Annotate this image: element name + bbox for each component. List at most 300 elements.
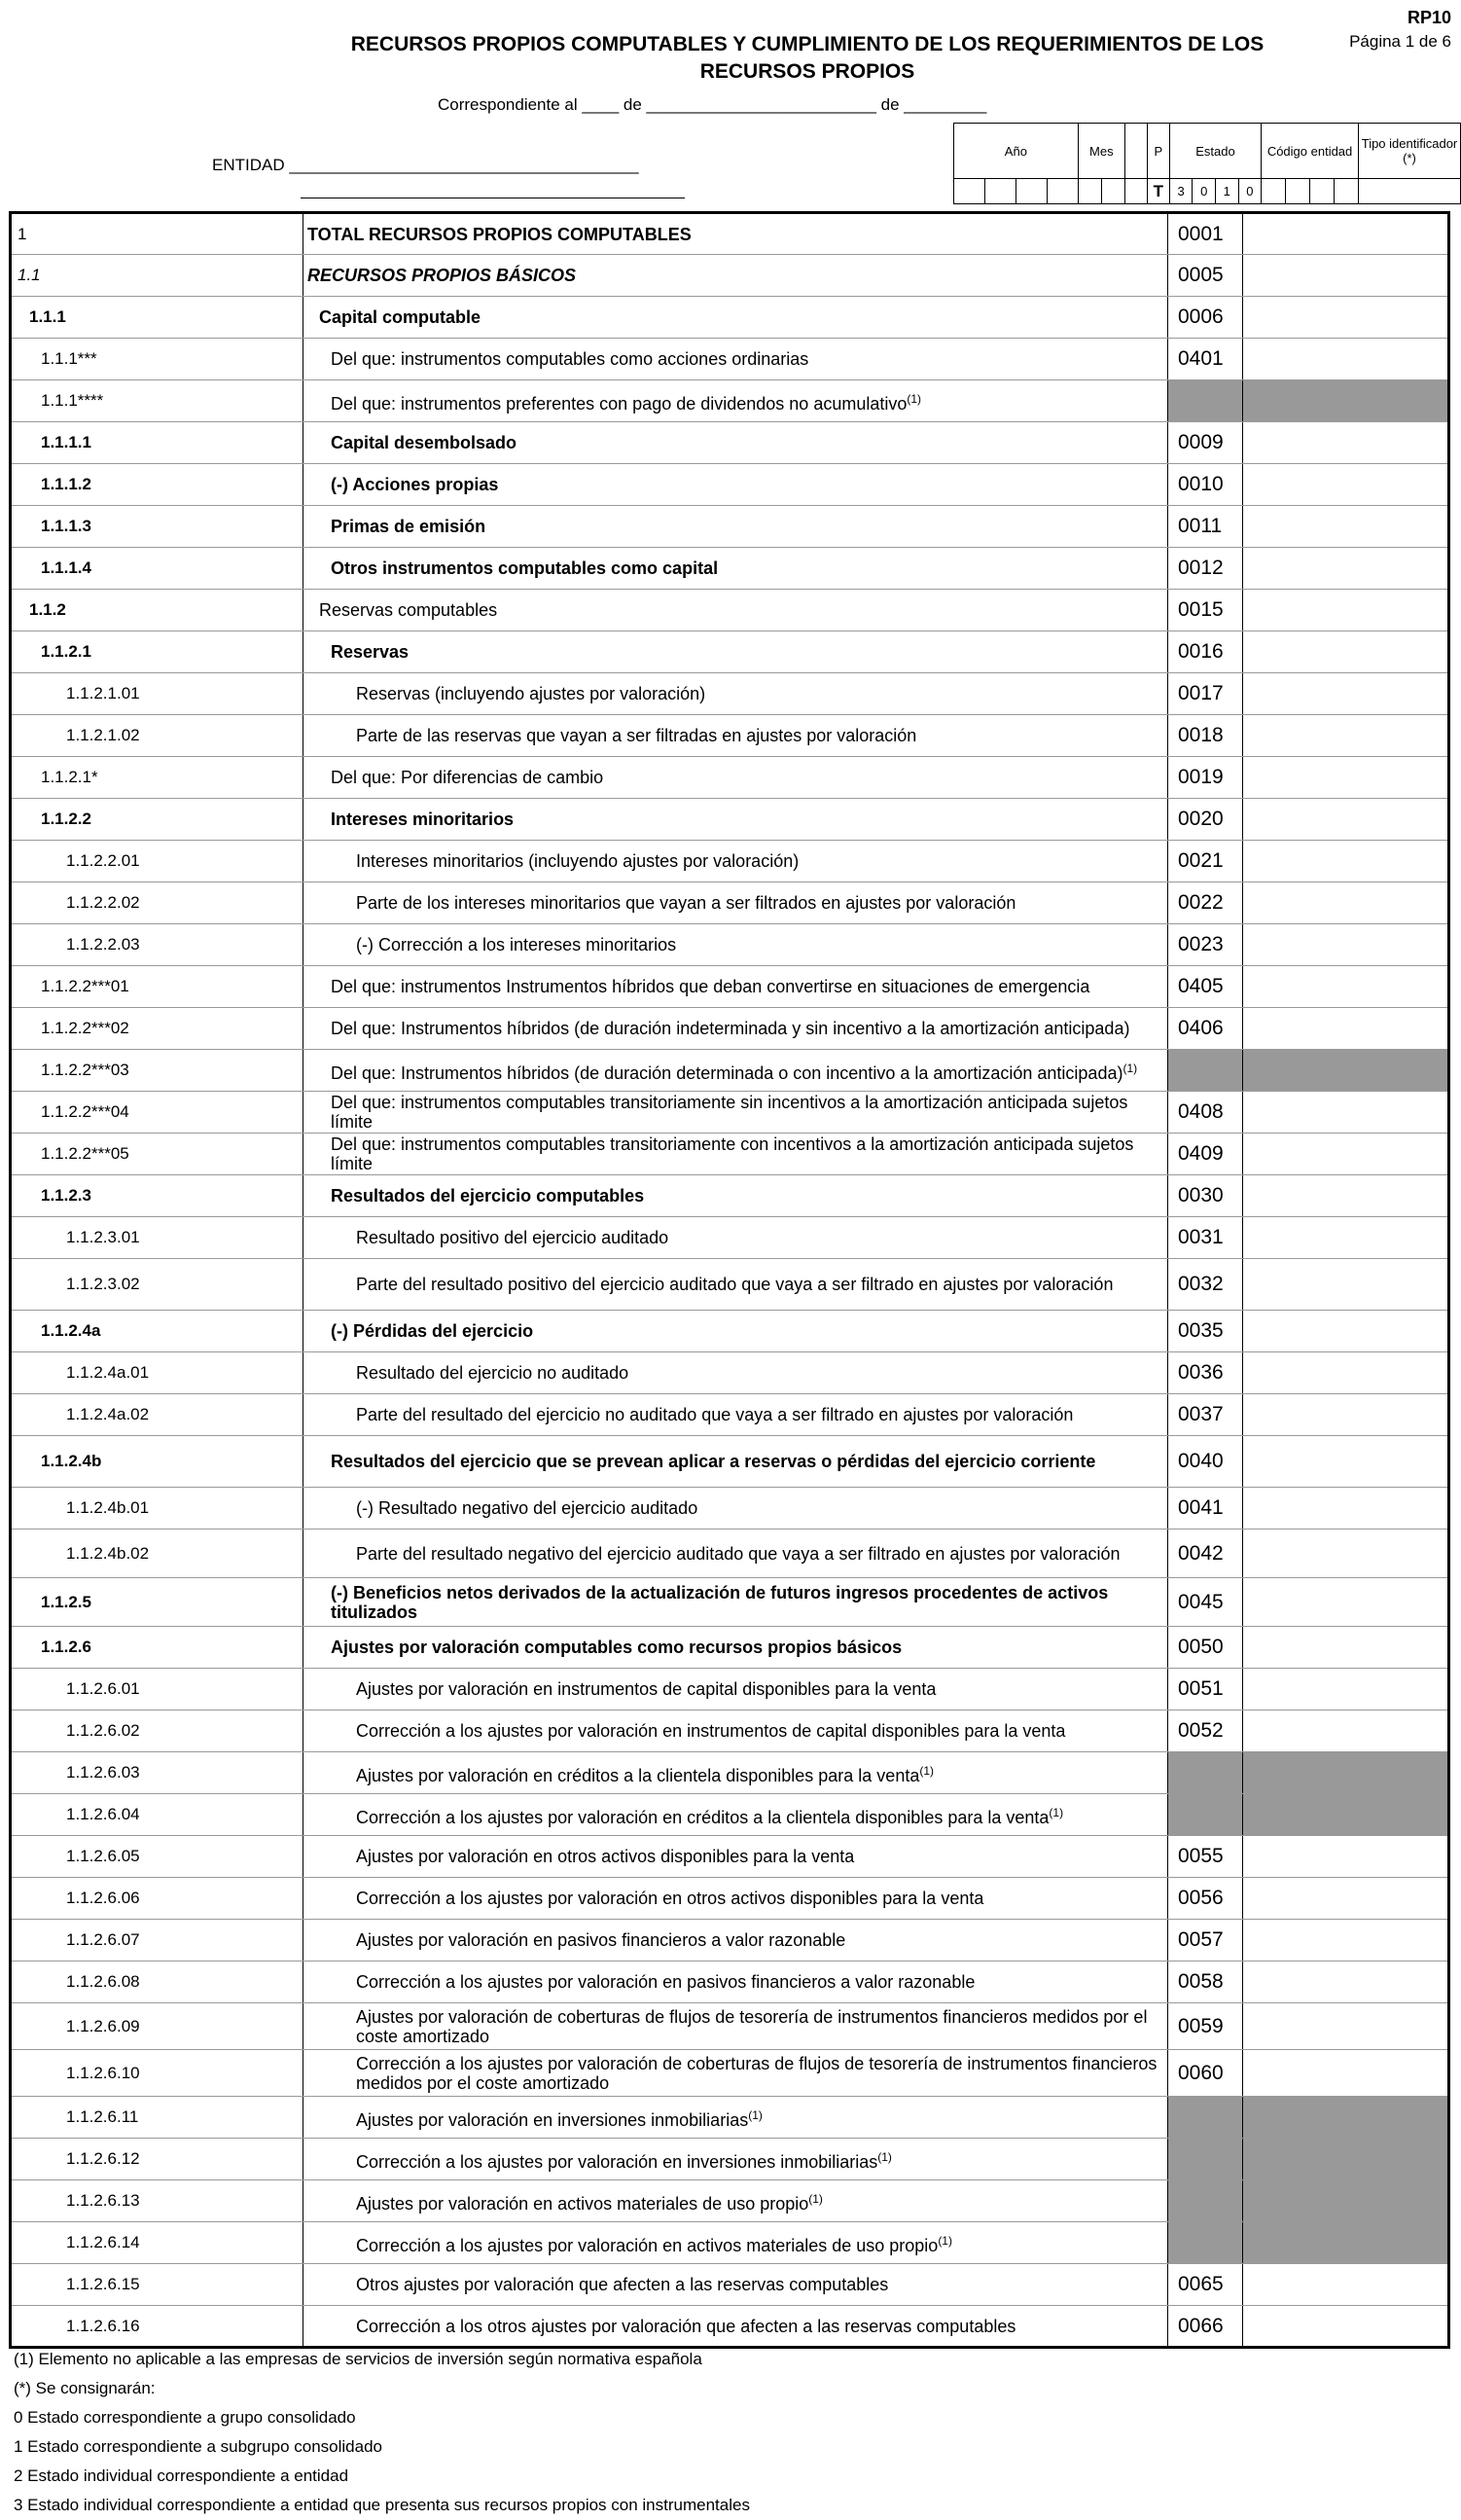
row-number: 0012 bbox=[1168, 548, 1243, 590]
row-value-cell[interactable] bbox=[1243, 1259, 1449, 1311]
row-label-text: Resultado del ejercicio no auditado bbox=[356, 1363, 629, 1383]
table-row bbox=[11, 1008, 1449, 1050]
row-value-cell[interactable] bbox=[1243, 506, 1449, 548]
row-label-text: Del que: instrumentos preferentes con pago de dividendos no acumulativo bbox=[331, 393, 908, 414]
row-label bbox=[303, 2097, 1168, 2139]
row-label bbox=[303, 1836, 1168, 1878]
row-code: 1.1.2.6.01 bbox=[11, 1669, 303, 1710]
row-label bbox=[303, 590, 1168, 631]
row-label bbox=[303, 297, 1168, 339]
table-row bbox=[11, 1530, 1449, 1578]
row-number bbox=[1168, 1752, 1243, 1794]
row-number: 0032 bbox=[1168, 1259, 1243, 1311]
table-row bbox=[11, 1710, 1449, 1752]
row-number: 0066 bbox=[1168, 2306, 1243, 2348]
row-label bbox=[303, 1488, 1168, 1530]
form-code: RP10 bbox=[1407, 8, 1451, 27]
table-row bbox=[11, 882, 1449, 924]
table-row bbox=[11, 799, 1449, 841]
row-code: 1.1.2.6.07 bbox=[11, 1920, 303, 1962]
footnote-line: (*) Se consignarán: bbox=[14, 2379, 156, 2397]
row-code: 1.1.1 bbox=[11, 297, 303, 339]
row-value-cell[interactable] bbox=[1243, 2050, 1449, 2097]
table-row bbox=[11, 1134, 1449, 1175]
row-label-text: Parte del resultado positivo del ejercicio auditado que vaya a ser filtrado en ajustes por valoración bbox=[356, 1275, 1114, 1294]
row-code: 1.1.2.6.12 bbox=[11, 2139, 303, 2180]
row-value-cell[interactable] bbox=[1243, 1578, 1449, 1627]
row-label bbox=[303, 2222, 1168, 2264]
row-label-text: Reservas computables bbox=[319, 600, 498, 620]
row-number: 0015 bbox=[1168, 590, 1243, 631]
page-indicator: Página 1 de 6 bbox=[1349, 32, 1451, 51]
row-code: 1.1 bbox=[11, 255, 303, 297]
table-row bbox=[11, 1836, 1449, 1878]
table-row bbox=[11, 506, 1449, 548]
ano-cell-1[interactable] bbox=[954, 179, 985, 204]
row-label-text: Ajustes por valoración computables como recursos propios básicos bbox=[331, 1638, 903, 1657]
row-code: 1.1.2.6.09 bbox=[11, 2003, 303, 2050]
row-label bbox=[303, 1352, 1168, 1394]
row-number: 0405 bbox=[1168, 966, 1243, 1008]
row-value-cell[interactable] bbox=[1243, 799, 1449, 841]
row-label bbox=[303, 1436, 1168, 1488]
row-number: 0401 bbox=[1168, 339, 1243, 380]
row-label bbox=[303, 1578, 1168, 1627]
row-number: 0018 bbox=[1168, 715, 1243, 757]
row-number: 0051 bbox=[1168, 1669, 1243, 1710]
row-label bbox=[303, 1217, 1168, 1259]
row-label-text: (-) Beneficios netos derivados de la actualización de futuros ingresos procedentes de activos titulizados bbox=[331, 1582, 1109, 1622]
row-label-text: Del que: Instrumentos híbridos (de duración indeterminada y sin incentivo a la amortización anticipada) bbox=[331, 1019, 1130, 1038]
row-number: 0017 bbox=[1168, 673, 1243, 715]
row-code: 1.1.2.6.02 bbox=[11, 1710, 303, 1752]
row-code: 1.1.2.4a.02 bbox=[11, 1394, 303, 1436]
row-value-cell[interactable] bbox=[1243, 422, 1449, 464]
row-number: 0037 bbox=[1168, 1394, 1243, 1436]
row-label bbox=[303, 2003, 1168, 2050]
codigo-cell-1[interactable] bbox=[1262, 179, 1286, 204]
codigo-cell-4[interactable] bbox=[1334, 179, 1358, 204]
table-row bbox=[11, 757, 1449, 799]
row-label-text: Intereses minoritarios bbox=[331, 810, 515, 829]
row-label bbox=[303, 1311, 1168, 1352]
table-row bbox=[11, 1627, 1449, 1669]
row-value-cell[interactable] bbox=[1243, 1008, 1449, 1050]
row-value-cell[interactable] bbox=[1243, 924, 1449, 966]
table-row bbox=[11, 2222, 1449, 2264]
row-label-text: Del que: instrumentos computables transitoriamente con incentivos a la amortización anticipada sujetos límite bbox=[331, 1134, 1134, 1173]
row-code: 1.1.2.1.02 bbox=[11, 715, 303, 757]
row-label-text: Parte de los intereses minoritarios que vayan a ser filtrados en ajustes por valoración bbox=[356, 893, 1016, 913]
row-code: 1.1.2.2 bbox=[11, 799, 303, 841]
row-code: 1.1.2.3.01 bbox=[11, 1217, 303, 1259]
row-label-text: Corrección a los ajustes por valoración en inversiones inmobiliarias bbox=[356, 2151, 878, 2172]
row-number: 0030 bbox=[1168, 1175, 1243, 1217]
row-label bbox=[303, 1175, 1168, 1217]
table-row bbox=[11, 2180, 1449, 2222]
row-label-text: Parte de las reservas que vayan a ser filtradas en ajustes por valoración bbox=[356, 726, 917, 745]
table-row bbox=[11, 213, 1449, 255]
row-code: 1.1.2.4b.01 bbox=[11, 1488, 303, 1530]
footnote-ref: (1) bbox=[877, 2149, 892, 2164]
footnote-line: (1) Elemento no aplicable a las empresas de servicios de inversión según normativa española bbox=[14, 2350, 702, 2368]
row-number: 0057 bbox=[1168, 1920, 1243, 1962]
row-number bbox=[1168, 2222, 1243, 2264]
row-code: 1.1.2.6.15 bbox=[11, 2264, 303, 2306]
row-number: 0023 bbox=[1168, 924, 1243, 966]
row-number bbox=[1168, 2139, 1243, 2180]
row-label bbox=[303, 715, 1168, 757]
row-label-text: Del que: instrumentos Instrumentos híbridos que deban convertirse en situaciones de emergencia bbox=[331, 977, 1090, 996]
row-value-cell[interactable] bbox=[1243, 1217, 1449, 1259]
row-number: 0040 bbox=[1168, 1436, 1243, 1488]
row-label-text: Ajustes por valoración en instrumentos de capital disponibles para la venta bbox=[356, 1679, 937, 1699]
row-label-text: Ajustes por valoración en pasivos financieros a valor razonable bbox=[356, 1930, 846, 1950]
row-label bbox=[303, 631, 1168, 673]
row-label bbox=[303, 841, 1168, 882]
row-value-cell[interactable] bbox=[1243, 297, 1449, 339]
row-value-cell[interactable] bbox=[1243, 1436, 1449, 1488]
row-value-cell[interactable] bbox=[1243, 966, 1449, 1008]
row-code: 1.1.1.3 bbox=[11, 506, 303, 548]
row-label bbox=[303, 2306, 1168, 2348]
row-number: 0406 bbox=[1168, 1008, 1243, 1050]
row-number: 0021 bbox=[1168, 841, 1243, 882]
table-row bbox=[11, 1259, 1449, 1311]
page-title: RECURSOS PROPIOS COMPUTABLES Y CUMPLIMIENTO DE LOS REQUERIMIENTOS DE LOS RECURSOS PROPIOS bbox=[350, 33, 1265, 83]
row-label-text: Del que: Por diferencias de cambio bbox=[331, 768, 604, 787]
row-code: 1.1.2.2***02 bbox=[11, 1008, 303, 1050]
row-value-cell[interactable] bbox=[1243, 2264, 1449, 2306]
row-value-cell[interactable] bbox=[1243, 1710, 1449, 1752]
row-code: 1.1.2.6 bbox=[11, 1627, 303, 1669]
row-code: 1.1.2.6.08 bbox=[11, 1962, 303, 2003]
row-code: 1.1.2.6.03 bbox=[11, 1752, 303, 1794]
row-number bbox=[1168, 380, 1243, 422]
row-label bbox=[303, 1134, 1168, 1175]
footnote-ref: (1) bbox=[748, 2107, 763, 2122]
row-value-cell[interactable] bbox=[1243, 1134, 1449, 1175]
row-number: 0005 bbox=[1168, 255, 1243, 297]
table-row bbox=[11, 631, 1449, 673]
row-label bbox=[303, 380, 1168, 422]
table-row bbox=[11, 548, 1449, 590]
row-value-cell[interactable] bbox=[1243, 1092, 1449, 1134]
row-label bbox=[303, 2139, 1168, 2180]
row-value-cell[interactable] bbox=[1243, 1836, 1449, 1878]
row-value-cell[interactable] bbox=[1243, 1352, 1449, 1394]
row-label-text: Del que: Instrumentos híbridos (de duración determinada o con incentivo a la amortización anticipada) bbox=[331, 1062, 1123, 1083]
row-code: 1.1.2.6.13 bbox=[11, 2180, 303, 2222]
row-value-cell bbox=[1243, 1752, 1449, 1794]
row-code: 1.1.2.6.11 bbox=[11, 2097, 303, 2139]
table-row bbox=[11, 1578, 1449, 1627]
row-label-text: Ajustes por valoración de coberturas de flujos de tesorería de instrumentos financieros medidos por el coste amortizado bbox=[356, 2006, 1148, 2046]
row-value-cell bbox=[1243, 2222, 1449, 2264]
row-code: 1.1.2.3.02 bbox=[11, 1259, 303, 1311]
row-value-cell[interactable] bbox=[1243, 882, 1449, 924]
row-label-text: Parte del resultado del ejercicio no auditado que vaya a ser filtrado en ajustes por valoración bbox=[356, 1405, 1074, 1424]
row-value-cell[interactable] bbox=[1243, 1175, 1449, 1217]
row-label bbox=[303, 2264, 1168, 2306]
row-code: 1.1.2.5 bbox=[11, 1578, 303, 1627]
table-row bbox=[11, 1752, 1449, 1794]
table-row bbox=[11, 380, 1449, 422]
row-label-text: (-) Corrección a los intereses minoritarios bbox=[356, 935, 677, 954]
codigo-cell-3[interactable] bbox=[1310, 179, 1335, 204]
row-value-cell[interactable] bbox=[1243, 339, 1449, 380]
row-label-text: Corrección a los ajustes por valoración en instrumentos de capital disponibles para la venta bbox=[356, 1721, 1066, 1741]
row-code: 1 bbox=[11, 213, 303, 255]
grid-mes: Mes bbox=[1078, 124, 1124, 179]
row-value-cell bbox=[1243, 2139, 1449, 2180]
table-row bbox=[11, 2264, 1449, 2306]
grid-tipo: Tipo identificador (*) bbox=[1359, 124, 1461, 179]
row-label bbox=[303, 548, 1168, 590]
row-number: 0020 bbox=[1168, 799, 1243, 841]
row-code: 1.1.2.4b.02 bbox=[11, 1530, 303, 1578]
table-row bbox=[11, 1394, 1449, 1436]
ano-cell-2[interactable] bbox=[984, 179, 1016, 204]
row-number: 0010 bbox=[1168, 464, 1243, 506]
footnote-ref: (1) bbox=[1122, 1061, 1138, 1075]
row-value-cell bbox=[1243, 2097, 1449, 2139]
row-label-text: Ajustes por valoración en créditos a la clientela disponibles para la venta bbox=[356, 1765, 920, 1785]
row-code: 1.1.2.1* bbox=[11, 757, 303, 799]
table-row bbox=[11, 841, 1449, 882]
row-number: 0006 bbox=[1168, 297, 1243, 339]
row-value-cell[interactable] bbox=[1243, 631, 1449, 673]
table-row bbox=[11, 1092, 1449, 1134]
table-row bbox=[11, 590, 1449, 631]
row-label-text: Otros ajustes por valoración que afecten a las reservas computables bbox=[356, 2275, 889, 2294]
row-code: 1.1.2.6.10 bbox=[11, 2050, 303, 2097]
row-code: 1.1.1.4 bbox=[11, 548, 303, 590]
row-label bbox=[303, 339, 1168, 380]
correspondiente-line: Correspondiente al ____ de _________________________ de _________ bbox=[438, 95, 987, 114]
row-label-text: Reservas (incluyendo ajustes por valoración) bbox=[356, 684, 706, 703]
table-row bbox=[11, 1311, 1449, 1352]
estado-cell-2: 0 bbox=[1193, 179, 1216, 204]
row-number: 0409 bbox=[1168, 1134, 1243, 1175]
row-label-text: Reservas bbox=[331, 642, 410, 662]
row-code: 1.1.2.6.04 bbox=[11, 1794, 303, 1836]
footnote-ref: (1) bbox=[907, 391, 922, 406]
row-code: 1.1.2.2***05 bbox=[11, 1134, 303, 1175]
table-row bbox=[11, 1050, 1449, 1092]
row-code: 1.1.2.6.05 bbox=[11, 1836, 303, 1878]
row-value-cell[interactable] bbox=[1243, 1530, 1449, 1578]
row-label bbox=[303, 1092, 1168, 1134]
row-label bbox=[303, 422, 1168, 464]
row-value-cell[interactable] bbox=[1243, 1311, 1449, 1352]
row-value-cell[interactable] bbox=[1243, 1920, 1449, 1962]
row-code: 1.1.2.4b bbox=[11, 1436, 303, 1488]
row-number: 0055 bbox=[1168, 1836, 1243, 1878]
row-value-cell[interactable] bbox=[1243, 590, 1449, 631]
row-value-cell[interactable] bbox=[1243, 1669, 1449, 1710]
row-number: 0011 bbox=[1168, 506, 1243, 548]
row-label bbox=[303, 1394, 1168, 1436]
row-label-text: Ajustes por valoración en otros activos disponibles para la venta bbox=[356, 1847, 855, 1866]
row-code: 1.1.2.6.06 bbox=[11, 1878, 303, 1920]
row-number: 0058 bbox=[1168, 1962, 1243, 2003]
row-number: 0052 bbox=[1168, 1710, 1243, 1752]
row-label bbox=[303, 673, 1168, 715]
row-code: 1.1.2.2***03 bbox=[11, 1050, 303, 1092]
row-label-text: Capital desembolsado bbox=[331, 433, 517, 452]
table-row bbox=[11, 2139, 1449, 2180]
table-row bbox=[11, 297, 1449, 339]
row-label bbox=[303, 1710, 1168, 1752]
row-label bbox=[303, 1878, 1168, 1920]
entidad-line: ENTIDAD ______________________________________ bbox=[212, 156, 639, 174]
table-row bbox=[11, 924, 1449, 966]
row-number: 0060 bbox=[1168, 2050, 1243, 2097]
row-value-cell[interactable] bbox=[1243, 2003, 1449, 2050]
row-label-text: Del que: instrumentos computables transitoriamente sin incentivos a la amortización anticipada sujetos límite bbox=[331, 1093, 1128, 1132]
table-row bbox=[11, 422, 1449, 464]
row-code: 1.1.1.1 bbox=[11, 422, 303, 464]
row-label bbox=[303, 506, 1168, 548]
row-number: 0050 bbox=[1168, 1627, 1243, 1669]
row-number: 0065 bbox=[1168, 2264, 1243, 2306]
row-code: 1.1.1**** bbox=[11, 380, 303, 422]
footnote-ref: (1) bbox=[919, 1763, 935, 1778]
row-code: 1.1.2.2***04 bbox=[11, 1092, 303, 1134]
table-row bbox=[11, 1352, 1449, 1394]
row-label bbox=[303, 757, 1168, 799]
row-value-cell[interactable] bbox=[1243, 255, 1449, 297]
footnote-line: 2 Estado individual correspondiente a entidad bbox=[14, 2466, 349, 2485]
tipo-cell[interactable] bbox=[1359, 179, 1461, 204]
row-value-cell[interactable] bbox=[1243, 1878, 1449, 1920]
table-row bbox=[11, 255, 1449, 297]
row-code: 1.1.2.6.14 bbox=[11, 2222, 303, 2264]
grid-p: P bbox=[1147, 124, 1169, 179]
footnote-ref: (1) bbox=[1049, 1805, 1064, 1819]
row-value-cell[interactable] bbox=[1243, 715, 1449, 757]
row-label bbox=[303, 1752, 1168, 1794]
table-row bbox=[11, 1794, 1449, 1836]
row-label bbox=[303, 924, 1168, 966]
row-number: 0035 bbox=[1168, 1311, 1243, 1352]
row-value-cell[interactable] bbox=[1243, 548, 1449, 590]
ano-cell-3[interactable] bbox=[1016, 179, 1047, 204]
row-code: 1.1.1*** bbox=[11, 339, 303, 380]
table-row bbox=[11, 1878, 1449, 1920]
ano-cell-4[interactable] bbox=[1047, 179, 1078, 204]
table-row bbox=[11, 1962, 1449, 2003]
row-value-cell[interactable] bbox=[1243, 1962, 1449, 2003]
row-value-cell[interactable] bbox=[1243, 673, 1449, 715]
row-label-text: Capital computable bbox=[319, 307, 481, 327]
row-label-text: Del que: instrumentos computables como acciones ordinarias bbox=[331, 349, 809, 369]
row-value-cell[interactable] bbox=[1243, 2306, 1449, 2348]
row-label-text: Corrección a los ajustes por valoración de coberturas de flujos de tesorería de instrumentos financieros medidos por el coste amortizado bbox=[356, 2053, 1158, 2093]
row-code: 1.1.2.1.01 bbox=[11, 673, 303, 715]
row-number bbox=[1168, 2097, 1243, 2139]
row-code: 1.1.2 bbox=[11, 590, 303, 631]
table-row bbox=[11, 464, 1449, 506]
row-code: 1.1.2.2.03 bbox=[11, 924, 303, 966]
row-number: 0041 bbox=[1168, 1488, 1243, 1530]
row-number: 0009 bbox=[1168, 422, 1243, 464]
row-number: 0056 bbox=[1168, 1878, 1243, 1920]
row-label bbox=[303, 1962, 1168, 2003]
estado-cell-3: 1 bbox=[1215, 179, 1238, 204]
table-row bbox=[11, 2003, 1449, 2050]
row-code: 1.1.2.4a.01 bbox=[11, 1352, 303, 1394]
row-label bbox=[303, 1920, 1168, 1962]
row-value-cell[interactable] bbox=[1243, 1394, 1449, 1436]
row-code: 1.1.2.2***01 bbox=[11, 966, 303, 1008]
row-number: 0022 bbox=[1168, 882, 1243, 924]
row-label-text: Primas de emisión bbox=[331, 517, 486, 536]
row-code: 1.1.2.3 bbox=[11, 1175, 303, 1217]
row-code: 1.1.2.1 bbox=[11, 631, 303, 673]
table-row bbox=[11, 966, 1449, 1008]
codigo-cell-2[interactable] bbox=[1286, 179, 1310, 204]
row-label-text: Otros instrumentos computables como capital bbox=[331, 558, 719, 578]
row-label bbox=[303, 966, 1168, 1008]
row-code: 1.1.2.6.16 bbox=[11, 2306, 303, 2348]
row-number: 0045 bbox=[1168, 1578, 1243, 1627]
row-value-cell[interactable] bbox=[1243, 1627, 1449, 1669]
row-value-cell[interactable] bbox=[1243, 841, 1449, 882]
table-row bbox=[11, 673, 1449, 715]
row-label-text: RECURSOS PROPIOS BÁSICOS bbox=[307, 266, 577, 285]
row-label-text: Corrección a los ajustes por valoración en activos materiales de uso propio bbox=[356, 2235, 939, 2255]
footnote-ref: (1) bbox=[938, 2233, 952, 2248]
mes-cell-2[interactable] bbox=[1101, 179, 1124, 204]
footnote-line: 3 Estado individual correspondiente a entidad que presenta sus recursos propios con instrumentales bbox=[14, 2496, 750, 2514]
grid-gap bbox=[1124, 124, 1147, 179]
row-label bbox=[303, 1627, 1168, 1669]
p-value: T bbox=[1147, 179, 1169, 204]
row-number: 0042 bbox=[1168, 1530, 1243, 1578]
row-label-text: Corrección a los ajustes por valoración en pasivos financieros a valor razonable bbox=[356, 1972, 976, 1992]
row-value-cell[interactable] bbox=[1243, 464, 1449, 506]
grid-ano: Año bbox=[954, 124, 1079, 179]
row-value-cell[interactable] bbox=[1243, 757, 1449, 799]
row-label-text: Ajustes por valoración en activos materiales de uso propio bbox=[356, 2193, 809, 2214]
row-label bbox=[303, 2180, 1168, 2222]
row-label bbox=[303, 1259, 1168, 1311]
grid-estado: Estado bbox=[1169, 124, 1261, 179]
row-value-cell bbox=[1243, 380, 1449, 422]
row-label bbox=[303, 1008, 1168, 1050]
footnote-line: 1 Estado correspondiente a subgrupo consolidado bbox=[14, 2437, 382, 2456]
row-code: 1.1.2.2.01 bbox=[11, 841, 303, 882]
table-row bbox=[11, 2050, 1449, 2097]
table-row bbox=[11, 2306, 1449, 2348]
row-label-text: (-) Acciones propias bbox=[331, 475, 499, 494]
table-row bbox=[11, 1175, 1449, 1217]
row-label bbox=[303, 1794, 1168, 1836]
row-label-text: TOTAL RECURSOS PROPIOS COMPUTABLES bbox=[307, 224, 692, 244]
row-label-text: Parte del resultado negativo del ejercicio auditado que vaya a ser filtrado en ajustes por valoración bbox=[356, 1543, 1121, 1564]
mes-cell-1[interactable] bbox=[1078, 179, 1101, 204]
table-row bbox=[11, 2097, 1449, 2139]
row-number: 0408 bbox=[1168, 1092, 1243, 1134]
row-value-cell bbox=[1243, 1050, 1449, 1092]
row-value-cell[interactable] bbox=[1243, 1488, 1449, 1530]
footnote-ref: (1) bbox=[808, 2191, 823, 2206]
row-number bbox=[1168, 1794, 1243, 1836]
estado-cell-4: 0 bbox=[1238, 179, 1262, 204]
row-value-cell[interactable] bbox=[1243, 213, 1449, 255]
